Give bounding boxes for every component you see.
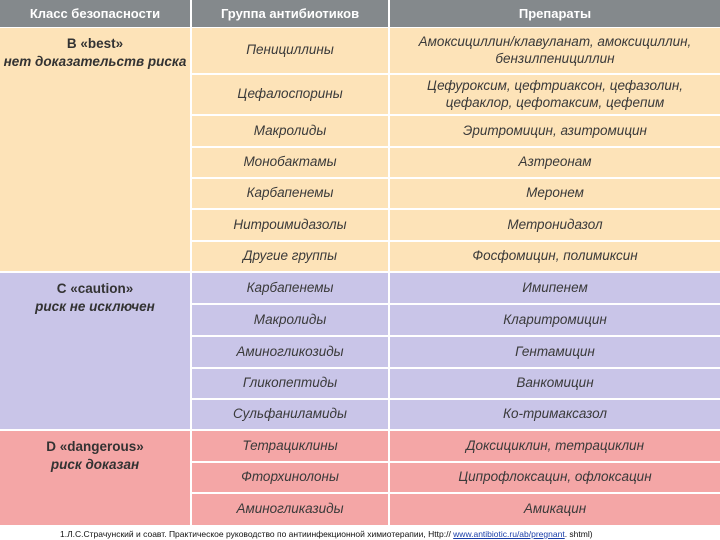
drugs-cell: Ко-тримаксазол [390,400,720,429]
group-cell: Тетрациклины [192,431,388,461]
class-c-cell [0,273,190,429]
group-cell: Аминогликазиды [192,494,388,525]
drugs-cell: Амикацин [390,494,720,525]
header-drugs: Препараты [390,0,720,27]
class-b-cell [0,28,190,271]
footnote [60,529,593,539]
drugs-cell: Имипенем [390,273,720,303]
class-b-description: нет доказательств риска [3,53,187,69]
group-cell: Другие группы [192,242,388,271]
drugs-cell: Доксициклин, тетрациклин [390,431,720,461]
drugs-cell: Амоксициллин/клавуланат, амоксициллин, бензилпенициллин [390,28,720,73]
group-cell: Пенициллины [192,28,388,73]
footnote-suffix: . shtml) [564,529,593,539]
group-cell: Карбапенемы [192,273,388,303]
group-cell: Аминогликозиды [192,337,388,367]
class-b-label: B «best» [66,36,124,51]
drugs-cell: Азтреонам [390,148,720,177]
header-antibiotic-group: Группа антибиотиков [192,0,388,27]
group-cell: Гликопептиды [192,369,388,398]
drugs-cell: Метронидазол [390,210,720,240]
group-cell: Макролиды [192,116,388,146]
class-d-cell [0,431,190,525]
group-cell: Макролиды [192,305,388,335]
drugs-cell: Фосфомицин, полимиксин [390,242,720,271]
group-cell: Нитроимидазолы [192,210,388,240]
drugs-cell: Кларитромицин [390,305,720,335]
class-d-description: риск доказан [50,456,140,472]
footnote-text: 1.Л.С.Страчунский и соавт. Практическое руководство по антиинфекционной химиотерапии, Http:// [60,529,454,539]
header-safety-class: Класс безопасности [0,0,190,27]
group-cell: Сульфаниламиды [192,400,388,429]
drugs-cell: Цефуроксим, цефтриаксон, цефазолин, цефаклор, цефотаксим, цефепим [390,75,720,114]
class-c-description: риск не исключен [35,298,155,314]
group-cell: Монобактамы [192,148,388,177]
class-d-label: D «dangerous» [46,439,144,454]
group-cell: Карбапенемы [192,179,388,208]
drugs-cell: Ванкомицин [390,369,720,398]
group-cell: Фторхинолоны [192,463,388,492]
group-cell: Цефалоспорины [192,75,388,114]
class-c-label: C «caution» [56,281,134,296]
drugs-cell: Эритромицин, азитромицин [390,116,720,146]
drugs-cell: Ципрофлоксацин, офлоксацин [390,463,720,492]
drugs-cell: Меронем [390,179,720,208]
drugs-cell: Гентамицин [390,337,720,367]
footnote-link[interactable]: www.antibiotic.ru/ab/pregnant [453,529,565,539]
